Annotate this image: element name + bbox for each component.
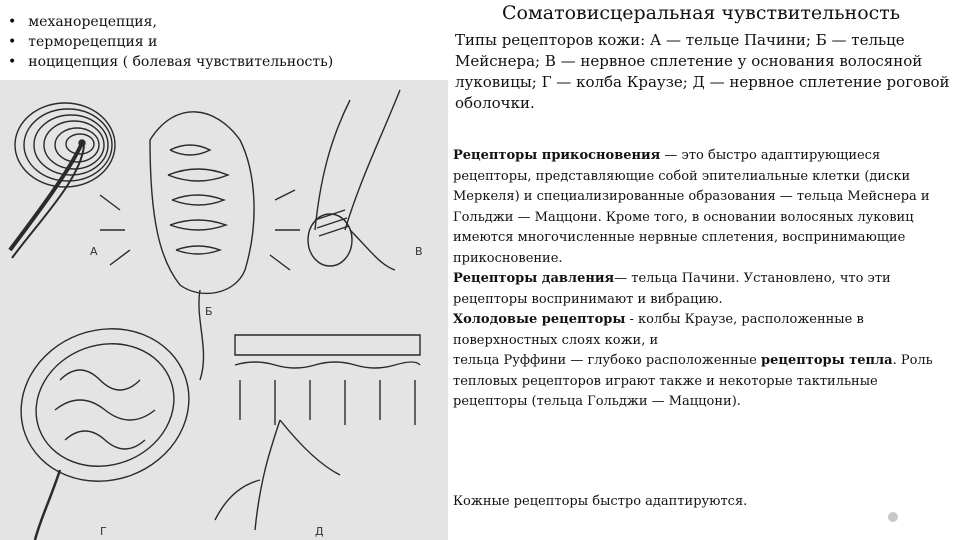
pressure-heading: Рецепторы давления: [453, 271, 615, 286]
meissner-corpuscle: [100, 112, 300, 380]
figure-label-b: Б: [205, 305, 213, 318]
bullet-item: • ноцицепция ( болевая чувствительность): [8, 52, 333, 72]
pacinian-corpuscle: [10, 103, 115, 258]
touch-text: — это быстро адаптирующиеся рецепторы, представляющие собой эпителиальные клетки (диски Меркеля) и специализированные образования — тельца Мейснера и Гольджи — Маццони. Кроме того, в основании волосяных луковиц имеются многочисленные нервные сплетения, воспринимающие прикосновение.: [453, 148, 930, 266]
figure-label-g: Г: [100, 525, 107, 538]
corneal-plexus: [215, 335, 420, 530]
heat-heading: рецепторы тепла: [761, 353, 893, 368]
hair-follicle-plexus: [308, 90, 400, 270]
touch-heading: Рецепторы прикосновения: [453, 148, 661, 163]
cold-paragraph: [453, 310, 953, 351]
slide-title: Соматовисцеральная чувствительность: [502, 2, 901, 24]
slide-indicator-dot: [888, 512, 898, 522]
heat-paragraph: [453, 351, 953, 413]
krause-bulb: [0, 305, 211, 540]
bullet-list: [8, 12, 333, 72]
receptor-drawing: [0, 80, 448, 540]
heat-prefix: тельца Руффини — глубоко расположенные: [453, 353, 762, 368]
figure-caption: Типы рецепторов кожи: А — тельце Пачини; Б — тельце Мейснера; В — нервное сплетение у основания волосяной луковицы; Г — колба Краузе; Д — нервное сплетение роговой оболочки.: [455, 31, 950, 112]
summary-text: Кожные рецепторы быстро адаптируются.: [453, 494, 748, 509]
heat-text: . Роль тепловых рецепторов играют также и некоторые тактильные рецепторы (тельца Гольджи — Маццони).: [453, 353, 933, 409]
cold-text: - колбы Краузе, расположенные в поверхностных слоях кожи, и: [453, 312, 864, 348]
figure-label-a: А: [90, 245, 98, 258]
cold-heading: Холодовые рецепторы: [453, 312, 626, 327]
figure-label-v: В: [415, 245, 423, 258]
pressure-text: — тельца Пачини. Установлено, что эти рецепторы воспринимают и вибрацию.: [453, 271, 891, 307]
receptor-illustration: [0, 80, 448, 540]
figure-label-d: Д: [315, 525, 324, 538]
bullet-item: • механорецепция,: [8, 12, 333, 32]
pressure-paragraph: [453, 269, 953, 310]
body-text: [453, 146, 953, 413]
bullet-item: • терморецепция и: [8, 32, 333, 52]
touch-paragraph: [453, 146, 953, 269]
